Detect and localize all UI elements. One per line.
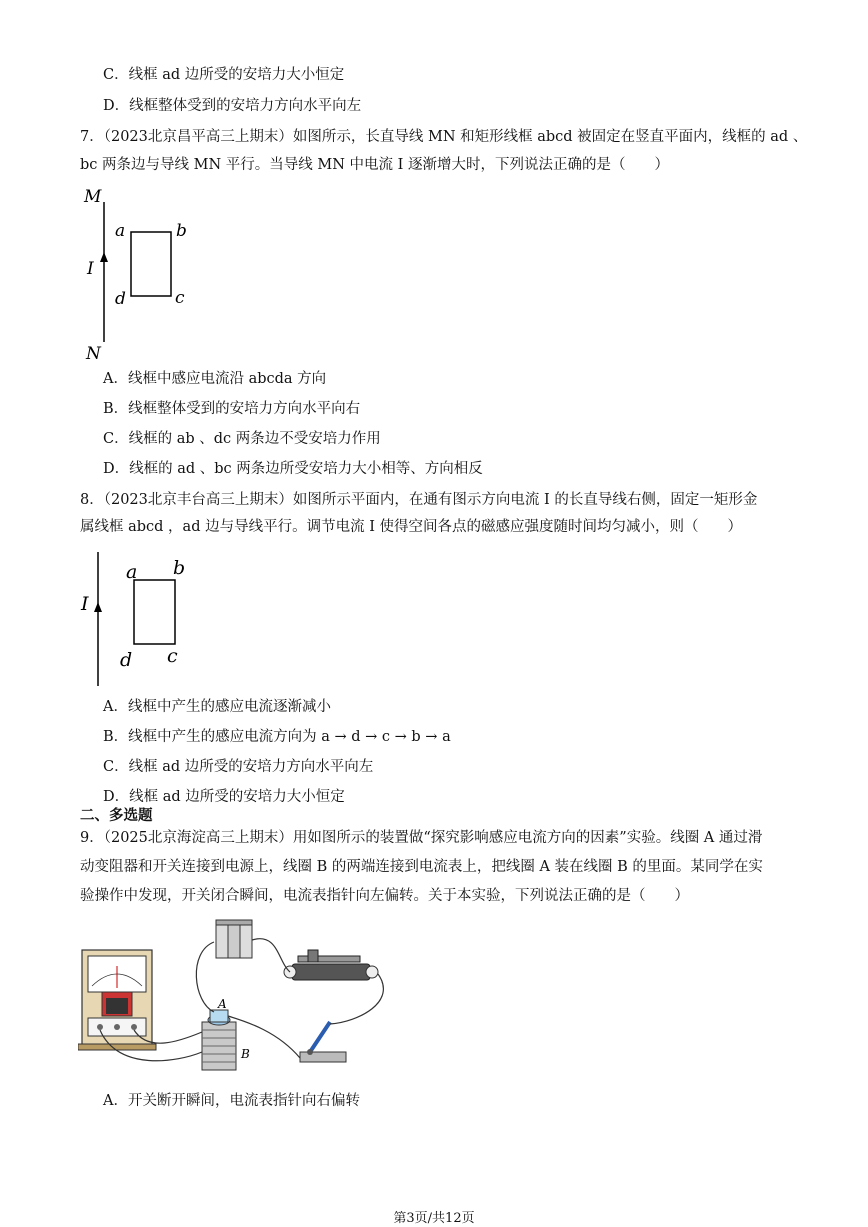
battery-icon — [216, 920, 252, 958]
q8-label-d: d — [120, 649, 133, 671]
galvanometer-icon — [78, 950, 156, 1050]
wire-switch-coil-a — [228, 1016, 300, 1058]
q7-label-i: I — [87, 259, 94, 279]
q8-label-i: I — [81, 593, 89, 615]
q7-option-a: A．线框中感应电流沿 abcda 方向 — [103, 371, 327, 387]
q9-stem-line1: 9．（2025北京海淀高三上期末）用如图所示的装置做“探究影响感应电流方向的因素”实验。线圈 A 通过滑 — [80, 830, 763, 846]
q8-option-a: A．线框中产生的感应电流逐渐减小 — [103, 699, 331, 715]
q8-stem-line2: 属线框 abcd ，ad 边与导线平行。调节电流 I 使得空间各点的磁感应强度随时间均匀减小，则（ ） — [80, 519, 743, 535]
q8-label-c: c — [167, 645, 178, 667]
q7-option-c: C．线框的 ab 、dc 两条边不受安培力作用 — [103, 431, 381, 447]
q6-option-c: C．线框 ad 边所受的安培力大小恒定 — [103, 67, 345, 83]
q8-stem-line1: 8．（2023北京丰台高三上期末）如图所示平面内，在通有图示方向电流 I 的长直导线右侧，固定一矩形金 — [80, 492, 758, 508]
q7-frame-abcd — [131, 232, 171, 296]
q7-current-arrow-icon — [100, 252, 108, 262]
q8-option-d: D．线框 ad 边所受的安培力大小恒定 — [103, 789, 345, 805]
label-coil-a: A — [218, 997, 227, 1011]
coil-b-icon — [202, 1022, 236, 1070]
q7-label-n: N — [86, 344, 101, 364]
coil-a-icon — [208, 1010, 230, 1025]
q8-frame-abcd — [134, 580, 175, 644]
wire-battery-coil-a — [196, 942, 214, 1012]
q7-stem-line1: 7．（2023北京昌平高三上期末）如图所示，长直导线 MN 和矩形线框 abcd 被固定在竖直平面内，线框的 ad 、 — [80, 129, 808, 145]
q8-option-c: C．线框 ad 边所受的安培力方向水平向左 — [103, 759, 374, 775]
q6-option-d: D．线框整体受到的安培力方向水平向左 — [103, 98, 362, 114]
rheostat-icon — [284, 950, 378, 980]
q7-label-d: d — [115, 289, 126, 309]
switch-icon — [300, 1022, 346, 1062]
q8-current-arrow-icon — [94, 602, 102, 612]
q8-figure — [78, 546, 198, 688]
q7-figure — [78, 182, 208, 364]
q7-label-c: c — [175, 288, 185, 308]
q7-label-a: a — [115, 221, 126, 241]
q7-stem-line2: bc 两条边与导线 MN 平行。当导线 MN 中电流 I 逐渐增大时，下列说法正确的是（ ） — [80, 157, 669, 173]
q9-stem-line3: 验操作中发现，开关闭合瞬间，电流表指针向左偏转。关于本实验，下列说法正确的是（ ） — [80, 888, 689, 904]
q9-option-a: A．开关断开瞬间，电流表指针向右偏转 — [103, 1093, 360, 1109]
page-footer: 第3页/共12页 — [393, 1211, 475, 1226]
section-title-multi-choice: 二、多选题 — [80, 807, 153, 824]
label-coil-b: B — [241, 1047, 250, 1061]
wire-rheostat-switch — [330, 974, 383, 1024]
q7-option-d: D．线框的 ad 、bc 两条边所受安培力大小相等、方向相反 — [103, 461, 483, 477]
q7-option-b: B．线框整体受到的安培力方向水平向右 — [103, 401, 361, 417]
q8-label-a: a — [126, 561, 138, 583]
q8-option-b: B．线框中产生的感应电流方向为 a → d → c → b → a — [103, 729, 451, 745]
wire-battery-rheostat — [252, 939, 290, 972]
q8-label-b: b — [173, 557, 186, 579]
q9-apparatus-figure — [78, 912, 390, 1082]
q9-stem-line2: 动变阻器和开关连接到电源上，线圈 B 的两端连接到电流表上，把线圈 A 装在线圈 B 的里面。某同学在实 — [80, 859, 763, 875]
q7-label-b: b — [176, 221, 187, 241]
q7-label-m: M — [84, 187, 102, 207]
